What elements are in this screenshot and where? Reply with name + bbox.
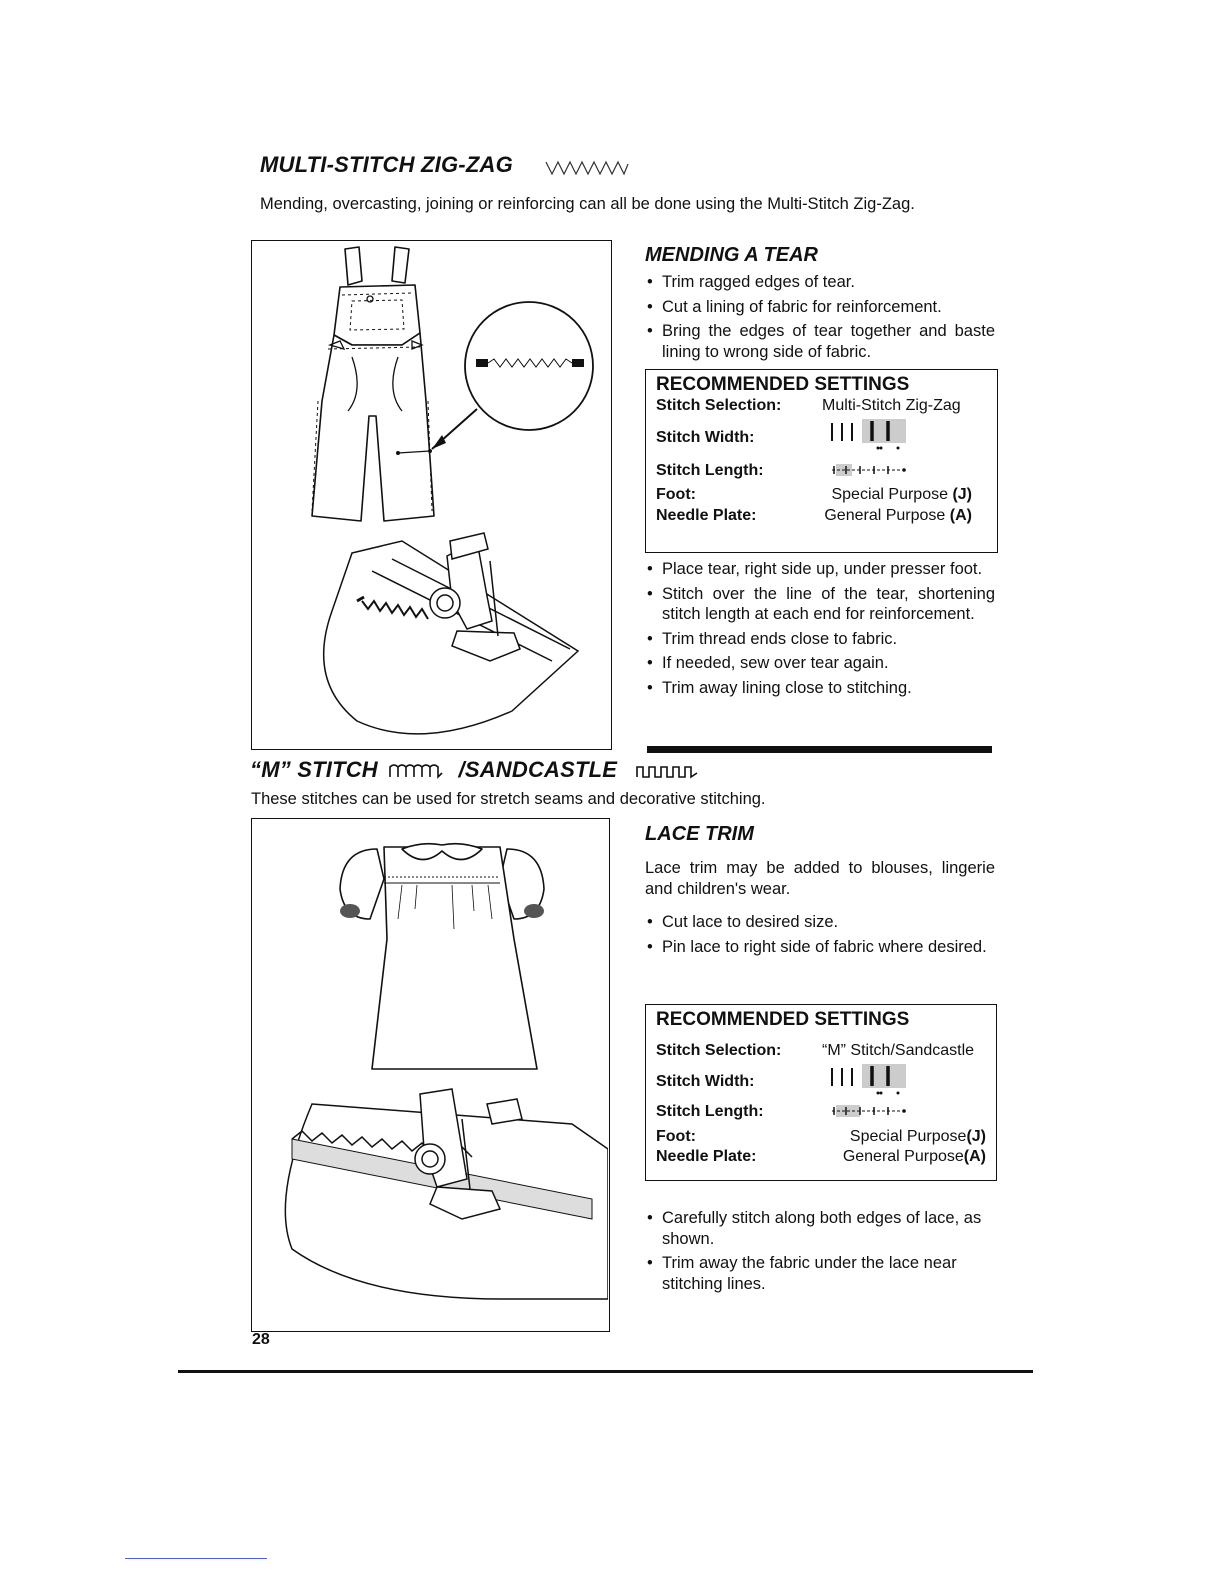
needle-plate-code: (A) <box>963 1148 986 1165</box>
settings-table <box>656 1041 986 1168</box>
sandcastle-stitch-icon <box>635 763 701 779</box>
section1-intro: Mending, overcasting, joining or reinforcing can all be done using the Multi-Stitch Zig-Zag. <box>260 195 915 213</box>
stitch-width-icon <box>822 417 912 451</box>
stitch-selection-label: Stitch Selection: <box>656 1042 782 1059</box>
figure-overalls-mending <box>251 240 612 750</box>
needle-plate-label: Needle Plate: <box>656 1148 757 1165</box>
foot-label: Foot: <box>656 1127 696 1145</box>
foot-value: Special Purpose <box>849 1127 967 1145</box>
section1-steps-before <box>645 272 995 366</box>
section2-steps-after <box>645 1208 997 1298</box>
section2-intro: These stitches can be used for stretch seams and decorative stitching. <box>251 790 766 808</box>
stitch-width-label: Stitch Width: <box>656 1072 755 1090</box>
section2-settings-box <box>645 1004 997 1181</box>
section-divider <box>647 746 992 753</box>
section2-subheading: LACE TRIM <box>645 823 754 845</box>
page-number: 28 <box>252 1331 270 1348</box>
stitch-selection-value: “M” Stitch/Sandcastle <box>822 1042 975 1059</box>
foot-code: (J) <box>966 1127 986 1145</box>
stitch-length-icon <box>822 1102 912 1120</box>
stitch-selection-value: Multi-Stitch Zig-Zag <box>822 397 961 414</box>
settings-title: RECOMMENDED SETTINGS <box>656 374 910 395</box>
list-item: • If needed, sew over tear again. <box>645 653 995 674</box>
list-item: • Cut lace to desired size. <box>645 912 995 933</box>
figure-dress-lace-trim <box>251 818 610 1332</box>
stitch-selection-label: Stitch Selection: <box>656 397 782 414</box>
section1-settings-box <box>645 369 998 553</box>
section1-subheading: MENDING A TEAR <box>645 244 818 266</box>
settings-title: RECOMMENDED SETTINGS <box>656 1009 910 1030</box>
section2-steps-before <box>645 912 995 961</box>
m-stitch-icon <box>388 763 448 779</box>
section2-title: “M” STITCH /SANDCASTLE <box>250 757 701 783</box>
section1-steps-after <box>645 559 995 702</box>
section2-paragraph: Lace trim may be added to blouses, lingerie and children's wear. <box>645 859 995 898</box>
stitch-length-label: Stitch Length: <box>656 461 764 479</box>
list-item: • Trim away the fabric under the lace near stitching lines. <box>645 1253 997 1294</box>
list-item: • Trim thread ends close to fabric. <box>645 629 995 650</box>
foot-code: (J) <box>952 486 972 503</box>
stitch-length-icon <box>822 461 912 479</box>
list-item: • Stitch over the line of the tear, shortening stitch length at each end for reinforcement. <box>645 584 995 625</box>
settings-table <box>656 396 972 526</box>
needle-plate-value: General Purpose <box>842 1148 964 1165</box>
foot-value: Special Purpose <box>831 486 948 503</box>
needle-plate-code: (A) <box>949 506 972 524</box>
footnote-rule <box>125 1558 267 1559</box>
list-item: • Trim away lining close to stitching. <box>645 678 995 699</box>
list-item: • Cut a lining of fabric for reinforcement. <box>645 297 995 318</box>
section1-title: MULTI-STITCH ZIG-ZAG <box>260 152 513 177</box>
list-item: • Carefully stitch along both edges of lace, as shown. <box>645 1208 997 1249</box>
stitch-length-label: Stitch Length: <box>656 1103 764 1120</box>
stitch-width-icon <box>822 1062 912 1096</box>
needle-plate-label: Needle Plate: <box>656 506 757 524</box>
list-item: • Bring the edges of tear together and baste lining to wrong side of fabric. <box>645 321 995 362</box>
dress-illustration <box>252 819 608 1330</box>
list-item: • Place tear, right side up, under presser foot. <box>645 559 995 580</box>
list-item: • Trim ragged edges of tear. <box>645 272 995 293</box>
footer-rule <box>178 1370 1033 1373</box>
stitch-width-label: Stitch Width: <box>656 429 755 447</box>
foot-label: Foot: <box>656 486 696 503</box>
list-item: • Pin lace to right side of fabric where desired. <box>645 937 995 958</box>
overalls-illustration <box>252 241 610 748</box>
zigzag-stitch-icon <box>544 160 630 176</box>
needle-plate-value: General Purpose <box>824 506 946 524</box>
